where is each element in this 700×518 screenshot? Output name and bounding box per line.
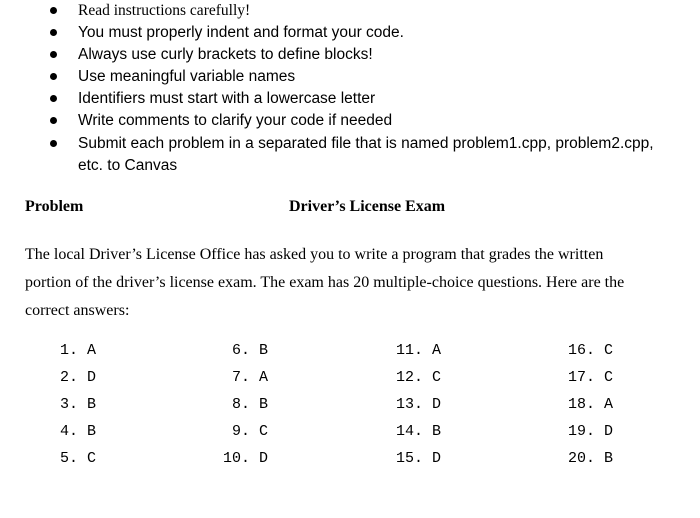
bullet-icon xyxy=(50,140,57,147)
answer-item: 2. D xyxy=(60,369,97,386)
answer-item: 10. D xyxy=(223,450,269,467)
bullet-icon xyxy=(50,117,57,124)
bullet-icon xyxy=(50,73,57,80)
answer-item: 20. B xyxy=(568,450,614,467)
answer-item: 18. A xyxy=(568,396,614,413)
answer-item: 19. D xyxy=(568,423,614,440)
instruction-text: etc. to Canvas xyxy=(78,157,178,174)
bullet-icon xyxy=(50,7,57,14)
answer-item: 16. C xyxy=(568,342,614,359)
answer-item: 1. A xyxy=(60,342,97,359)
bullet-icon xyxy=(50,29,57,36)
instruction-text: Write comments to clarify your code if needed xyxy=(78,112,393,129)
answer-item: 3. B xyxy=(60,396,97,413)
answer-item: 15. D xyxy=(396,450,442,467)
instruction-text: Read instructions carefully! xyxy=(78,2,251,19)
description-line: The local Driver’s License Office has asked you to write a program that grades the written xyxy=(25,246,604,263)
answer-item: 6. B xyxy=(232,342,269,359)
answer-item: 5. C xyxy=(60,450,97,467)
bullet-icon xyxy=(50,51,57,58)
answer-item: 13. D xyxy=(396,396,442,413)
answer-key xyxy=(0,338,700,478)
answer-item: 17. C xyxy=(568,369,614,386)
answer-item: 9. C xyxy=(232,423,269,440)
problem-title: Driver’s License Exam xyxy=(289,198,446,215)
problem-description xyxy=(25,241,690,325)
instruction-text: Identifiers must start with a lowercase letter xyxy=(78,90,376,107)
answer-item: 7. A xyxy=(232,369,269,386)
instruction-text: You must properly indent and format your code. xyxy=(78,24,404,41)
bullet-icon xyxy=(50,95,57,102)
answer-item: 8. B xyxy=(232,396,269,413)
instruction-text: Use meaningful variable names xyxy=(78,68,296,85)
answer-item: 4. B xyxy=(60,423,97,440)
problem-label: Problem xyxy=(25,198,84,215)
instruction-text: Always use curly brackets to define blocks! xyxy=(78,46,373,63)
description-line: portion of the driver’s license exam. The exam has 20 multiple-choice questions. Here are the xyxy=(25,274,625,291)
instruction-text: Submit each problem in a separated file that is named problem1.cpp, problem2.cpp, xyxy=(78,135,654,152)
answer-item: 12. C xyxy=(396,369,442,386)
answer-item: 11. A xyxy=(396,342,442,359)
description-line: correct answers: xyxy=(25,302,130,319)
answer-item: 14. B xyxy=(396,423,442,440)
